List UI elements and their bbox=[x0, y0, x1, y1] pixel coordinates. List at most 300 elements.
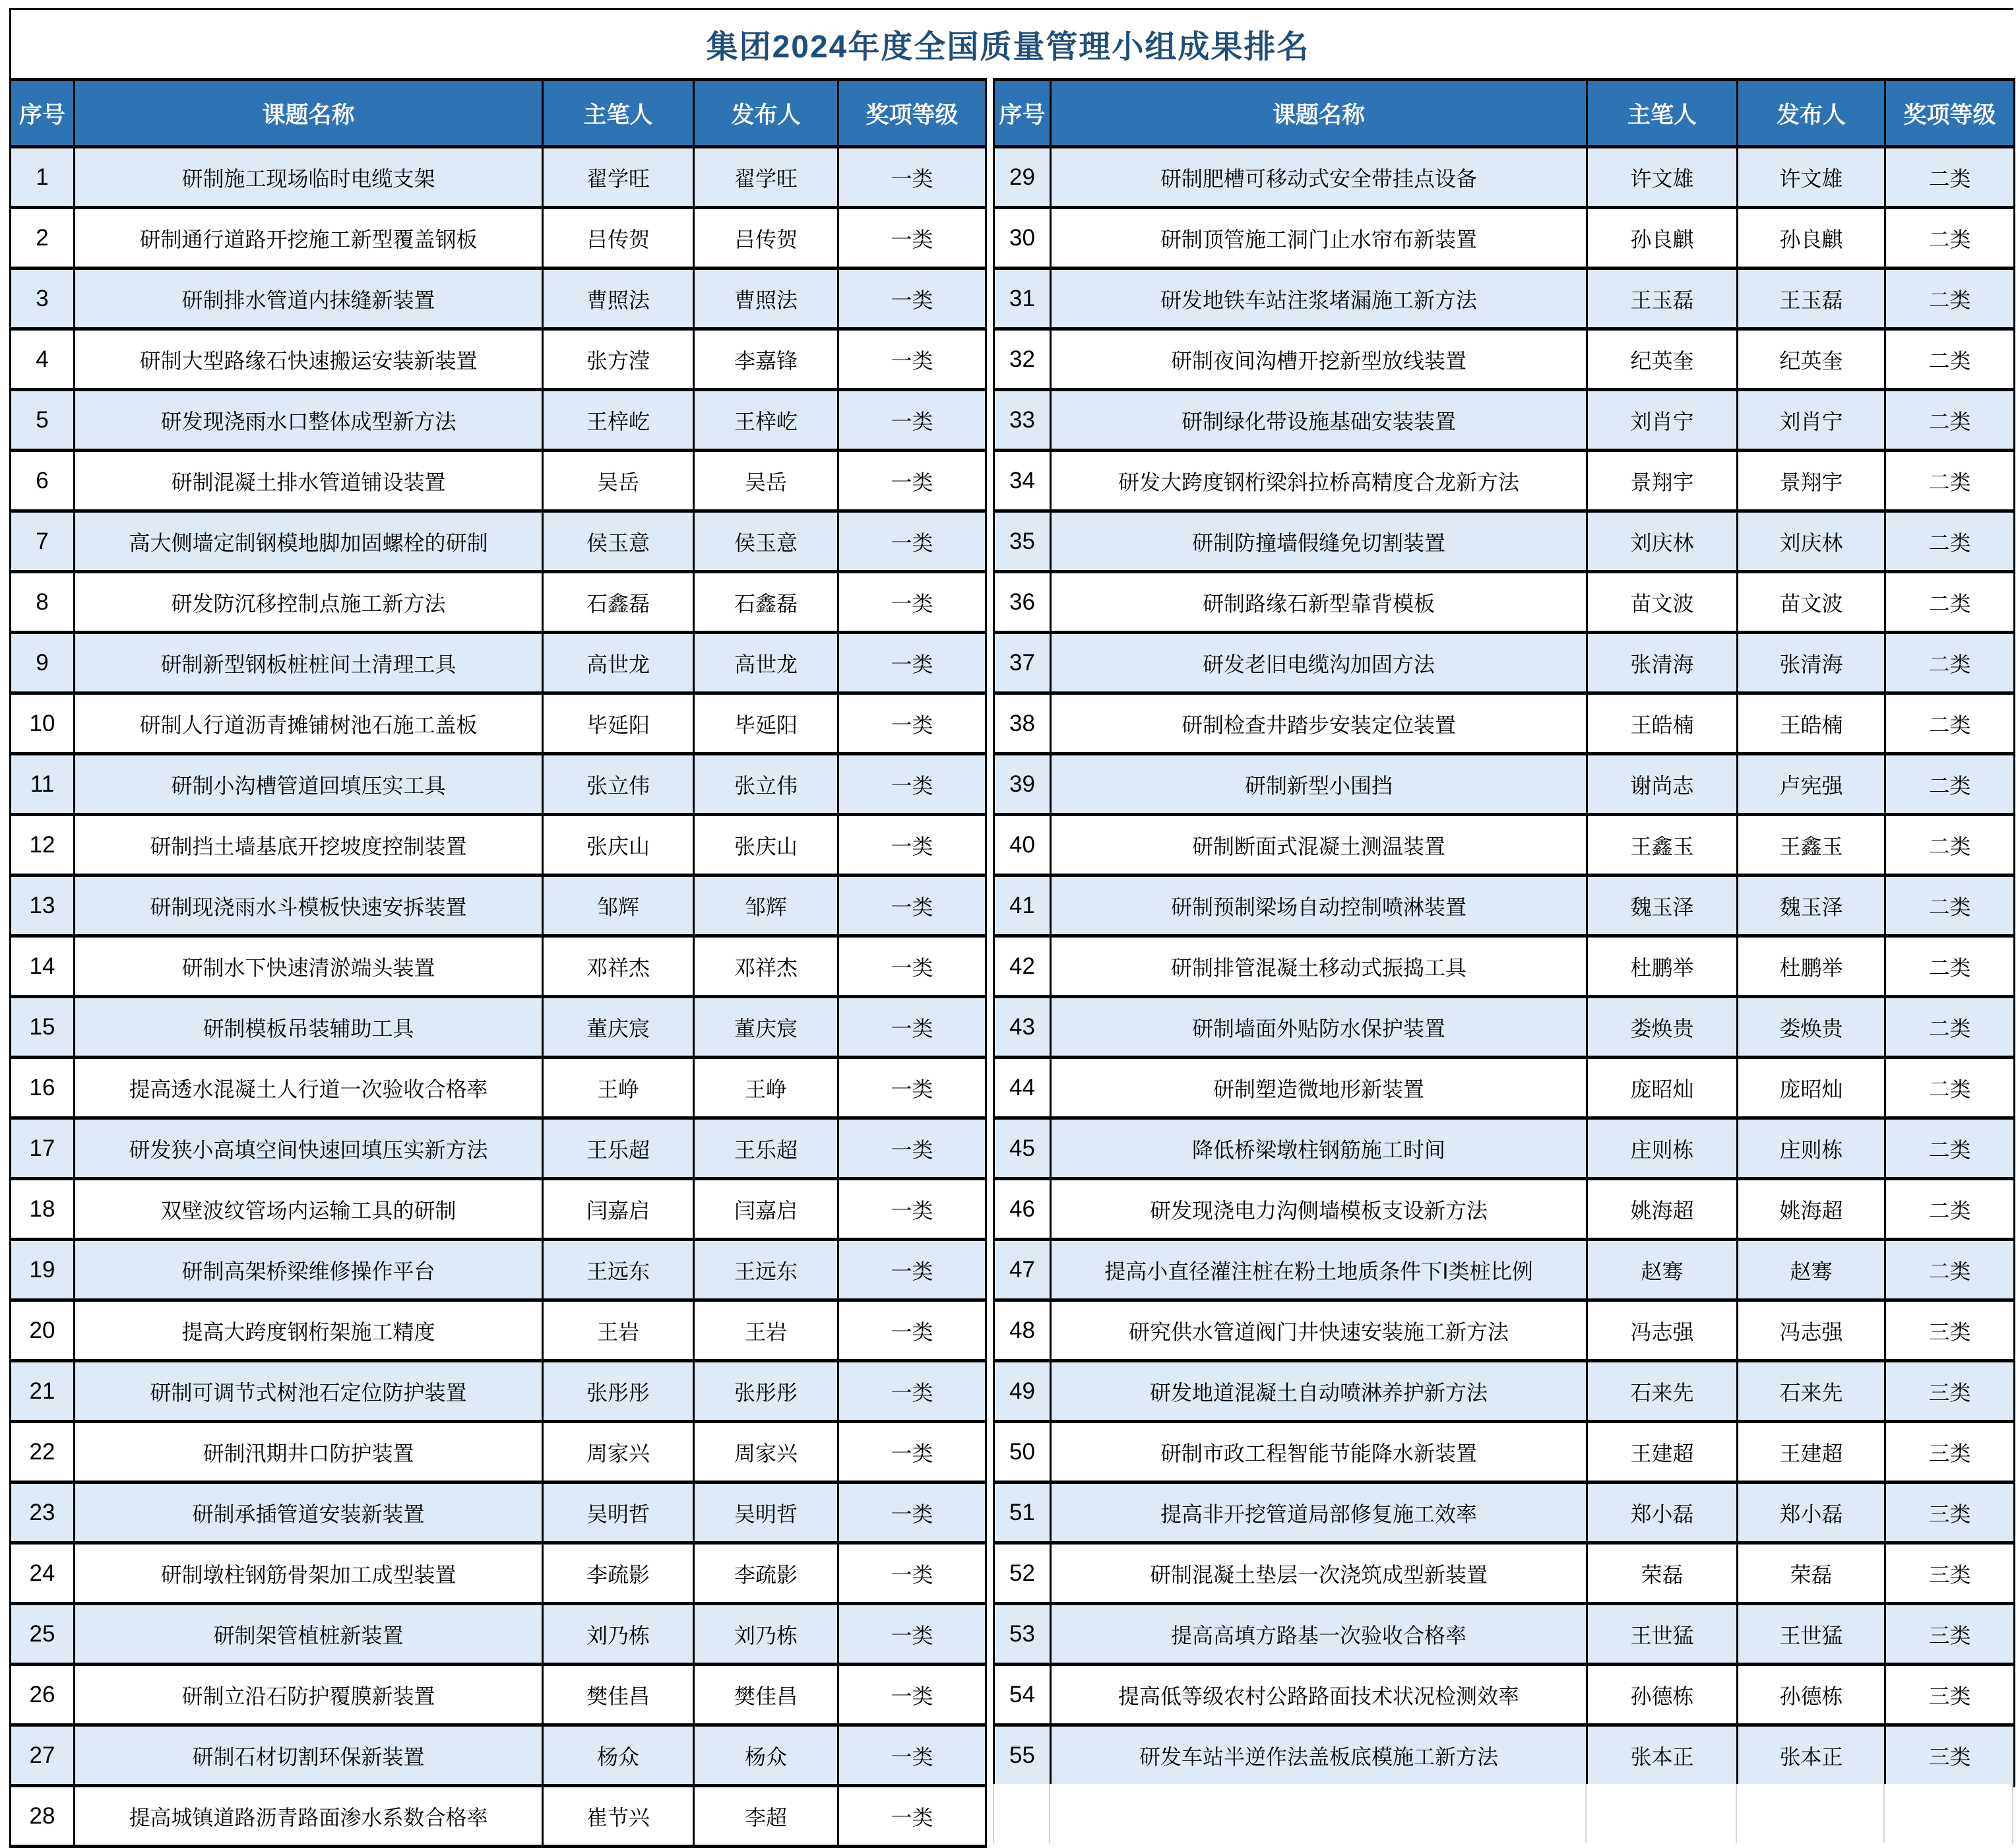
author-cell: 魏玉泽 bbox=[1587, 876, 1738, 936]
award-cell: 三类 bbox=[1885, 1725, 2015, 1786]
serial-cell: 9 bbox=[11, 633, 75, 693]
author-cell: 王梓屹 bbox=[543, 390, 694, 451]
topic-cell: 研究供水管道阀门井快速安装施工新方法 bbox=[1051, 1300, 1587, 1361]
table-row bbox=[11, 208, 986, 269]
serial-cell: 18 bbox=[11, 1179, 75, 1240]
table-body-right bbox=[994, 147, 2015, 1786]
publisher-cell: 王玉磊 bbox=[1738, 269, 1885, 329]
topic-cell: 研制检查井踏步安装定位装置 bbox=[1051, 693, 1587, 754]
serial-cell: 19 bbox=[11, 1240, 75, 1300]
publisher-cell: 郑小磊 bbox=[1738, 1482, 1885, 1543]
author-cell: 郑小磊 bbox=[1587, 1482, 1738, 1543]
award-cell: 一类 bbox=[838, 1300, 986, 1361]
topic-cell: 研制夜间沟槽开挖新型放线装置 bbox=[1051, 329, 1587, 390]
award-cell: 一类 bbox=[838, 329, 986, 390]
topic-cell: 研制人行道沥青摊铺树池石施工盖板 bbox=[75, 693, 543, 754]
topic-cell: 研制石材切割环保新装置 bbox=[75, 1725, 543, 1786]
grid-line bbox=[1049, 1784, 1050, 1843]
topic-cell: 研制可调节式树池石定位防护装置 bbox=[75, 1361, 543, 1422]
topic-cell: 降低桥梁墩柱钢筋施工时间 bbox=[1051, 1118, 1587, 1179]
table-row bbox=[11, 1604, 986, 1665]
publisher-cell: 侯玉意 bbox=[694, 511, 838, 572]
serial-cell: 13 bbox=[11, 876, 75, 936]
table-row bbox=[11, 1786, 986, 1847]
award-cell: 三类 bbox=[1885, 1604, 2015, 1665]
author-cell: 邓祥杰 bbox=[543, 936, 694, 997]
topic-cell: 研制塑造微地形新装置 bbox=[1051, 1058, 1587, 1118]
author-cell: 刘乃栋 bbox=[543, 1604, 694, 1665]
column-header-serial: 序号 bbox=[994, 80, 1051, 147]
table-row bbox=[994, 1482, 2015, 1543]
serial-cell: 53 bbox=[994, 1604, 1051, 1665]
serial-cell: 39 bbox=[994, 754, 1051, 815]
table-row bbox=[11, 815, 986, 876]
author-cell: 张彤彤 bbox=[543, 1361, 694, 1422]
grid-line bbox=[1736, 1784, 1737, 1843]
topic-cell: 研制模板吊装辅助工具 bbox=[75, 997, 543, 1058]
topic-cell: 提高非开挖管道局部修复施工效率 bbox=[1051, 1482, 1587, 1543]
publisher-cell: 姚海超 bbox=[1738, 1179, 1885, 1240]
publisher-cell: 刘肖宁 bbox=[1738, 390, 1885, 451]
award-cell: 二类 bbox=[1885, 936, 2015, 997]
publisher-cell: 杨众 bbox=[694, 1725, 838, 1786]
publisher-cell: 吴明哲 bbox=[694, 1482, 838, 1543]
table-row bbox=[994, 1118, 2015, 1179]
topic-cell: 研制通行道路开挖施工新型覆盖钢板 bbox=[75, 208, 543, 269]
serial-cell: 17 bbox=[11, 1118, 75, 1179]
serial-cell: 6 bbox=[11, 451, 75, 511]
publisher-cell: 纪英奎 bbox=[1738, 329, 1885, 390]
publisher-cell: 王皓楠 bbox=[1738, 693, 1885, 754]
award-cell: 一类 bbox=[838, 633, 986, 693]
award-cell: 二类 bbox=[1885, 815, 2015, 876]
author-cell: 翟学旺 bbox=[543, 147, 694, 208]
author-cell: 王玉磊 bbox=[1587, 269, 1738, 329]
author-cell: 曹照法 bbox=[543, 269, 694, 329]
serial-cell: 42 bbox=[994, 936, 1051, 997]
serial-cell: 52 bbox=[994, 1543, 1051, 1604]
serial-cell: 23 bbox=[11, 1482, 75, 1543]
award-cell: 二类 bbox=[1885, 329, 2015, 390]
publisher-cell: 杜鹏举 bbox=[1738, 936, 1885, 997]
award-cell: 二类 bbox=[1885, 633, 2015, 693]
topic-cell: 研制混凝土垫层一次浇筑成型新装置 bbox=[1051, 1543, 1587, 1604]
author-cell: 周家兴 bbox=[543, 1422, 694, 1482]
serial-cell: 11 bbox=[11, 754, 75, 815]
table-row bbox=[11, 1725, 986, 1786]
topic-cell: 研制现浇雨水斗模板快速安拆装置 bbox=[75, 876, 543, 936]
serial-cell: 35 bbox=[994, 511, 1051, 572]
table-row bbox=[11, 1300, 986, 1361]
author-cell: 苗文波 bbox=[1587, 572, 1738, 633]
table-row bbox=[11, 754, 986, 815]
author-cell: 娄焕贵 bbox=[1587, 997, 1738, 1058]
serial-cell: 41 bbox=[994, 876, 1051, 936]
serial-cell: 50 bbox=[994, 1422, 1051, 1482]
table-row bbox=[11, 693, 986, 754]
award-cell: 一类 bbox=[838, 1240, 986, 1300]
table-row bbox=[11, 511, 986, 572]
table-row bbox=[11, 1240, 986, 1300]
publisher-cell: 魏玉泽 bbox=[1738, 876, 1885, 936]
column-header-award: 奖项等级 bbox=[838, 80, 986, 147]
author-cell: 庄则栋 bbox=[1587, 1118, 1738, 1179]
serial-cell: 21 bbox=[11, 1361, 75, 1422]
topic-cell: 研制架管植桩新装置 bbox=[75, 1604, 543, 1665]
award-cell: 一类 bbox=[838, 1361, 986, 1422]
topic-cell: 研发大跨度钢桁梁斜拉桥高精度合龙新方法 bbox=[1051, 451, 1587, 511]
author-cell: 王建超 bbox=[1587, 1422, 1738, 1482]
table-row bbox=[994, 693, 2015, 754]
serial-cell: 4 bbox=[11, 329, 75, 390]
publisher-cell: 王峥 bbox=[694, 1058, 838, 1118]
topic-cell: 研发地道混凝土自动喷淋养护新方法 bbox=[1051, 1361, 1587, 1422]
publisher-cell: 邓祥杰 bbox=[694, 936, 838, 997]
award-cell: 三类 bbox=[1885, 1361, 2015, 1422]
award-cell: 一类 bbox=[838, 1604, 986, 1665]
table-row bbox=[994, 147, 2015, 208]
publisher-cell: 毕延阳 bbox=[694, 693, 838, 754]
award-cell: 二类 bbox=[1885, 876, 2015, 936]
award-cell: 二类 bbox=[1885, 269, 2015, 329]
serial-cell: 25 bbox=[11, 1604, 75, 1665]
topic-cell: 研发老旧电缆沟加固方法 bbox=[1051, 633, 1587, 693]
publisher-cell: 王世猛 bbox=[1738, 1604, 1885, 1665]
author-cell: 杜鹏举 bbox=[1587, 936, 1738, 997]
publisher-cell: 张本正 bbox=[1738, 1725, 1885, 1786]
topic-cell: 研发地铁车站注浆堵漏施工新方法 bbox=[1051, 269, 1587, 329]
award-cell: 二类 bbox=[1885, 1058, 2015, 1118]
author-cell: 景翔宇 bbox=[1587, 451, 1738, 511]
award-cell: 一类 bbox=[838, 1422, 986, 1482]
serial-cell: 32 bbox=[994, 329, 1051, 390]
table-row bbox=[994, 1240, 2015, 1300]
serial-cell: 5 bbox=[11, 390, 75, 451]
author-cell: 张清海 bbox=[1587, 633, 1738, 693]
publisher-cell: 王岩 bbox=[694, 1300, 838, 1361]
serial-cell: 34 bbox=[994, 451, 1051, 511]
award-cell: 二类 bbox=[1885, 451, 2015, 511]
award-cell: 一类 bbox=[838, 269, 986, 329]
award-cell: 一类 bbox=[838, 754, 986, 815]
column-header-author: 主笔人 bbox=[543, 80, 694, 147]
column-header-author: 主笔人 bbox=[1587, 80, 1738, 147]
topic-cell: 高大侧墙定制钢模地脚加固螺栓的研制 bbox=[75, 511, 543, 572]
serial-cell: 16 bbox=[11, 1058, 75, 1118]
table-row bbox=[11, 876, 986, 936]
award-cell: 一类 bbox=[838, 390, 986, 451]
grid-line bbox=[1585, 1784, 1587, 1843]
table-row bbox=[994, 1361, 2015, 1422]
publisher-cell: 石来先 bbox=[1738, 1361, 1885, 1422]
publisher-cell: 孙良麒 bbox=[1738, 208, 1885, 269]
author-cell: 赵骞 bbox=[1587, 1240, 1738, 1300]
award-cell: 一类 bbox=[838, 1665, 986, 1725]
publisher-cell: 张清海 bbox=[1738, 633, 1885, 693]
table-row bbox=[11, 1665, 986, 1725]
table-row bbox=[11, 1361, 986, 1422]
topic-cell: 提高透水混凝土人行道一次验收合格率 bbox=[75, 1058, 543, 1118]
publisher-cell: 刘庆林 bbox=[1738, 511, 1885, 572]
column-header-topic: 课题名称 bbox=[75, 80, 543, 147]
table-row bbox=[11, 329, 986, 390]
table-header bbox=[994, 80, 2015, 147]
serial-cell: 31 bbox=[994, 269, 1051, 329]
serial-cell: 3 bbox=[11, 269, 75, 329]
topic-cell: 研制高架桥梁维修操作平台 bbox=[75, 1240, 543, 1300]
publisher-cell: 冯志强 bbox=[1738, 1300, 1885, 1361]
serial-cell: 10 bbox=[11, 693, 75, 754]
author-cell: 许文雄 bbox=[1587, 147, 1738, 208]
topic-cell: 提高大跨度钢桁架施工精度 bbox=[75, 1300, 543, 1361]
author-cell: 闫嘉启 bbox=[543, 1179, 694, 1240]
topic-cell: 研制施工现场临时电缆支架 bbox=[75, 147, 543, 208]
publisher-cell: 樊佳昌 bbox=[694, 1665, 838, 1725]
column-header-topic: 课题名称 bbox=[1051, 80, 1587, 147]
award-cell: 一类 bbox=[838, 1058, 986, 1118]
publisher-cell: 李嘉锋 bbox=[694, 329, 838, 390]
publisher-cell: 邹辉 bbox=[694, 876, 838, 936]
publisher-cell: 吴岳 bbox=[694, 451, 838, 511]
publisher-cell: 高世龙 bbox=[694, 633, 838, 693]
award-cell: 一类 bbox=[838, 1482, 986, 1543]
serial-cell: 45 bbox=[994, 1118, 1051, 1179]
table-row bbox=[994, 269, 2015, 329]
award-cell: 一类 bbox=[838, 451, 986, 511]
author-cell: 刘肖宁 bbox=[1587, 390, 1738, 451]
table-row bbox=[11, 936, 986, 997]
publisher-cell: 张庆山 bbox=[694, 815, 838, 876]
serial-cell: 30 bbox=[994, 208, 1051, 269]
serial-cell: 20 bbox=[11, 1300, 75, 1361]
serial-cell: 51 bbox=[994, 1482, 1051, 1543]
serial-cell: 55 bbox=[994, 1725, 1051, 1786]
author-cell: 樊佳昌 bbox=[543, 1665, 694, 1725]
serial-cell: 2 bbox=[11, 208, 75, 269]
table-row bbox=[11, 1179, 986, 1240]
table-row bbox=[994, 1604, 2015, 1665]
table-row bbox=[994, 451, 2015, 511]
publisher-cell: 庞昭灿 bbox=[1738, 1058, 1885, 1118]
award-cell: 一类 bbox=[838, 815, 986, 876]
publisher-cell: 张彤彤 bbox=[694, 1361, 838, 1422]
award-cell: 一类 bbox=[838, 147, 986, 208]
topic-cell: 研制排水管道内抹缝新装置 bbox=[75, 269, 543, 329]
topic-cell: 提高城镇道路沥青路面渗水系数合格率 bbox=[75, 1786, 543, 1847]
award-cell: 三类 bbox=[1885, 1543, 2015, 1604]
award-cell: 一类 bbox=[838, 1179, 986, 1240]
award-cell: 二类 bbox=[1885, 1240, 2015, 1300]
topic-cell: 研制市政工程智能节能降水新装置 bbox=[1051, 1422, 1587, 1482]
table-row bbox=[994, 1058, 2015, 1118]
serial-cell: 38 bbox=[994, 693, 1051, 754]
page-title: 集团2024年度全国质量管理小组成果排名 bbox=[706, 29, 1310, 65]
topic-cell: 研制路缘石新型靠背模板 bbox=[1051, 572, 1587, 633]
topic-cell: 研制混凝土排水管道铺设装置 bbox=[75, 451, 543, 511]
publisher-cell: 周家兴 bbox=[694, 1422, 838, 1482]
serial-cell: 15 bbox=[11, 997, 75, 1058]
author-cell: 李疏影 bbox=[543, 1543, 694, 1604]
publisher-cell: 王鑫玉 bbox=[1738, 815, 1885, 876]
column-header-serial: 序号 bbox=[11, 80, 75, 147]
topic-cell: 研制防撞墙假缝免切割装置 bbox=[1051, 511, 1587, 572]
publisher-cell: 石鑫磊 bbox=[694, 572, 838, 633]
author-cell: 庞昭灿 bbox=[1587, 1058, 1738, 1118]
publisher-cell: 荣磊 bbox=[1738, 1543, 1885, 1604]
author-cell: 王峥 bbox=[543, 1058, 694, 1118]
serial-cell: 54 bbox=[994, 1665, 1051, 1725]
author-cell: 张立伟 bbox=[543, 754, 694, 815]
topic-cell: 提高低等级农村公路路面技术状况检测效率 bbox=[1051, 1665, 1587, 1725]
author-cell: 姚海超 bbox=[1587, 1179, 1738, 1240]
table-row bbox=[11, 633, 986, 693]
table-row bbox=[994, 572, 2015, 633]
author-cell: 孙良麒 bbox=[1587, 208, 1738, 269]
topic-cell: 研制墩柱钢筋骨架加工成型装置 bbox=[75, 1543, 543, 1604]
author-cell: 纪英奎 bbox=[1587, 329, 1738, 390]
table-row bbox=[994, 1665, 2015, 1725]
award-cell: 二类 bbox=[1885, 147, 2015, 208]
award-cell: 二类 bbox=[1885, 1179, 2015, 1240]
serial-cell: 40 bbox=[994, 815, 1051, 876]
grid-line bbox=[1883, 1784, 1885, 1843]
topic-cell: 研制顶管施工洞门止水帘布新装置 bbox=[1051, 208, 1587, 269]
topic-cell: 提高小直径灌注桩在粉土地质条件下Ⅰ类桩比例 bbox=[1051, 1240, 1587, 1300]
publisher-cell: 赵骞 bbox=[1738, 1240, 1885, 1300]
publisher-cell: 刘乃栋 bbox=[694, 1604, 838, 1665]
table-row bbox=[994, 1543, 2015, 1604]
publisher-cell: 李疏影 bbox=[694, 1543, 838, 1604]
award-cell: 二类 bbox=[1885, 693, 2015, 754]
author-cell: 孙德栋 bbox=[1587, 1665, 1738, 1725]
author-cell: 董庆宸 bbox=[543, 997, 694, 1058]
serial-cell: 14 bbox=[11, 936, 75, 997]
table-body-left bbox=[11, 147, 986, 1847]
table-row bbox=[11, 390, 986, 451]
author-cell: 侯玉意 bbox=[543, 511, 694, 572]
author-cell: 张方滢 bbox=[543, 329, 694, 390]
serial-cell: 26 bbox=[11, 1665, 75, 1725]
topic-cell: 提高高填方路基一次验收合格率 bbox=[1051, 1604, 1587, 1665]
author-cell: 王世猛 bbox=[1587, 1604, 1738, 1665]
table-row bbox=[994, 390, 2015, 451]
author-cell: 王鑫玉 bbox=[1587, 815, 1738, 876]
award-cell: 一类 bbox=[838, 208, 986, 269]
topic-cell: 研制绿化带设施基础安装装置 bbox=[1051, 390, 1587, 451]
topic-cell: 研发车站半逆作法盖板底模施工新方法 bbox=[1051, 1725, 1587, 1786]
award-cell: 一类 bbox=[838, 997, 986, 1058]
table-row bbox=[11, 451, 986, 511]
table-row bbox=[994, 936, 2015, 997]
publisher-cell: 董庆宸 bbox=[694, 997, 838, 1058]
table-row bbox=[11, 1543, 986, 1604]
table-row bbox=[11, 1058, 986, 1118]
publisher-cell: 苗文波 bbox=[1738, 572, 1885, 633]
author-cell: 邹辉 bbox=[543, 876, 694, 936]
results-table-right bbox=[993, 78, 2015, 1787]
serial-cell: 24 bbox=[11, 1543, 75, 1604]
author-cell: 吴明哲 bbox=[543, 1482, 694, 1543]
table-row bbox=[11, 147, 986, 208]
topic-cell: 研制承插管道安装新装置 bbox=[75, 1482, 543, 1543]
column-header-publisher: 发布人 bbox=[694, 80, 838, 147]
table-row bbox=[994, 633, 2015, 693]
author-cell: 崔节兴 bbox=[543, 1786, 694, 1847]
publisher-cell: 王建超 bbox=[1738, 1422, 1885, 1482]
table-row bbox=[994, 1725, 2015, 1786]
serial-cell: 33 bbox=[994, 390, 1051, 451]
table-row bbox=[994, 329, 2015, 390]
table-row bbox=[994, 511, 2015, 572]
table-row bbox=[11, 997, 986, 1058]
award-cell: 一类 bbox=[838, 1786, 986, 1847]
author-cell: 王远东 bbox=[543, 1240, 694, 1300]
publisher-cell: 许文雄 bbox=[1738, 147, 1885, 208]
topic-cell: 研发防沉移控制点施工新方法 bbox=[75, 572, 543, 633]
topic-cell: 研制新型小围挡 bbox=[1051, 754, 1587, 815]
award-cell: 二类 bbox=[1885, 390, 2015, 451]
serial-cell: 43 bbox=[994, 997, 1051, 1058]
author-cell: 高世龙 bbox=[543, 633, 694, 693]
award-cell: 三类 bbox=[1885, 1482, 2015, 1543]
author-cell: 王岩 bbox=[543, 1300, 694, 1361]
serial-cell: 28 bbox=[11, 1786, 75, 1847]
award-cell: 一类 bbox=[838, 511, 986, 572]
serial-cell: 12 bbox=[11, 815, 75, 876]
publisher-cell: 吕传贺 bbox=[694, 208, 838, 269]
table-row bbox=[994, 997, 2015, 1058]
publisher-cell: 景翔宇 bbox=[1738, 451, 1885, 511]
publisher-cell: 王乐超 bbox=[694, 1118, 838, 1179]
topic-cell: 研制水下快速清淤端头装置 bbox=[75, 936, 543, 997]
author-cell: 刘庆林 bbox=[1587, 511, 1738, 572]
publisher-cell: 李超 bbox=[694, 1786, 838, 1847]
serial-cell: 49 bbox=[994, 1361, 1051, 1422]
publisher-cell: 王远东 bbox=[694, 1240, 838, 1300]
serial-cell: 1 bbox=[11, 147, 75, 208]
column-header-publisher: 发布人 bbox=[1738, 80, 1885, 147]
serial-cell: 37 bbox=[994, 633, 1051, 693]
topic-cell: 研制墙面外贴防水保护装置 bbox=[1051, 997, 1587, 1058]
topic-cell: 研制小沟槽管道回填压实工具 bbox=[75, 754, 543, 815]
award-cell: 一类 bbox=[838, 1118, 986, 1179]
author-cell: 冯志强 bbox=[1587, 1300, 1738, 1361]
serial-cell: 22 bbox=[11, 1422, 75, 1482]
author-cell: 张庆山 bbox=[543, 815, 694, 876]
serial-cell: 46 bbox=[994, 1179, 1051, 1240]
table-row bbox=[11, 269, 986, 329]
topic-cell: 研发现浇电力沟侧墙模板支设新方法 bbox=[1051, 1179, 1587, 1240]
topic-cell: 研制大型路缘石快速搬运安装新装置 bbox=[75, 329, 543, 390]
table-row bbox=[994, 1422, 2015, 1482]
serial-cell: 29 bbox=[994, 147, 1051, 208]
publisher-cell: 孙德栋 bbox=[1738, 1665, 1885, 1725]
author-cell: 王乐超 bbox=[543, 1118, 694, 1179]
award-cell: 一类 bbox=[838, 693, 986, 754]
publisher-cell: 庄则栋 bbox=[1738, 1118, 1885, 1179]
topic-cell: 双壁波纹管场内运输工具的研制 bbox=[75, 1179, 543, 1240]
award-cell: 三类 bbox=[1885, 1300, 2015, 1361]
table-row bbox=[11, 1118, 986, 1179]
award-cell: 二类 bbox=[1885, 754, 2015, 815]
table-row bbox=[994, 754, 2015, 815]
author-cell: 谢尚志 bbox=[1587, 754, 1738, 815]
author-cell: 吴岳 bbox=[543, 451, 694, 511]
publisher-cell: 王梓屹 bbox=[694, 390, 838, 451]
serial-cell: 8 bbox=[11, 572, 75, 633]
award-cell: 三类 bbox=[1885, 1665, 2015, 1725]
award-cell: 一类 bbox=[838, 876, 986, 936]
